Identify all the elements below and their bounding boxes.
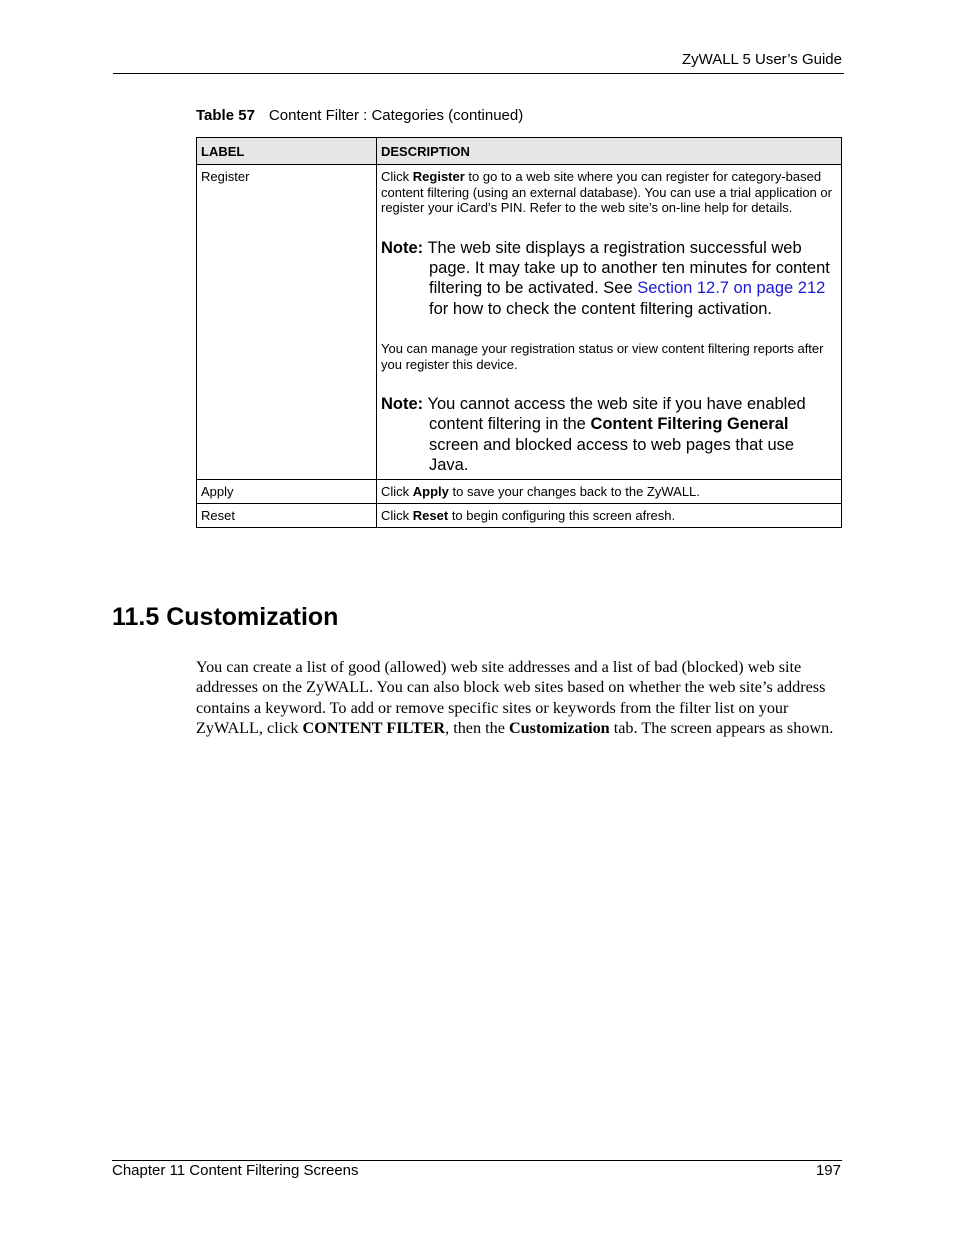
note-registration — [381, 238, 837, 319]
text-bold: Customization — [508, 718, 610, 737]
text-run: to begin configuring this screen afresh. — [448, 508, 676, 524]
table-row-apply — [197, 480, 842, 504]
table-caption-text: Content Filter : Categories (continued) — [268, 107, 524, 124]
row-label-reset: Reset — [197, 504, 377, 528]
section-body — [196, 657, 846, 738]
register-manage-text: You can manage your registration status or view content filtering reports after you register this device. — [381, 340, 824, 372]
text-bold: Apply — [412, 484, 449, 500]
text-bold: CONTENT FILTER — [302, 718, 446, 737]
text-bold: Register — [412, 169, 465, 184]
text-run: You cannot access the web site if you have enabled content filtering in the — [423, 395, 806, 434]
text-run: Click — [381, 508, 413, 524]
text-run: , then the — [445, 718, 509, 737]
register-description — [381, 169, 837, 216]
table-header-row — [197, 138, 842, 165]
page-number: 197 — [815, 1162, 841, 1179]
text-run: Click — [381, 484, 413, 500]
footer-chapter: Chapter 11 Content Filtering Screens — [112, 1162, 359, 1179]
table-row-reset — [197, 504, 842, 528]
row-label-register: Register — [197, 165, 377, 480]
text-run: Click — [381, 169, 413, 184]
section-link[interactable]: Section 12.7 on page 212 — [637, 279, 826, 298]
row-label-apply: Apply — [197, 480, 377, 504]
header-rule — [113, 73, 844, 74]
text-run: The web site displays a registration successful web page. It may take up to another ten minutes for content filtering to be activated. See — [423, 238, 830, 298]
text-run: to save your changes back to the ZyWALL. — [448, 484, 700, 500]
text-bold: Content Filtering General — [590, 415, 789, 434]
running-header: ZyWALL 5 User’s Guide — [681, 51, 842, 68]
text-run: to go to a web site where you can register for category-based content filtering (using an external database). You can use a trial application or register your iCard’s PIN. Refer to the web site’s on-line help for details. — [381, 169, 832, 216]
text-run: You can create a list of good (allowed) web site addresses and a list of bad (blocked) web site addresses on the ZyWALL. You can also block web sites based on whether the web site’s address contains a keyword. To add or remove specific sites or keywords from the filter list on your ZyWALL, click — [196, 658, 826, 737]
table-row-register — [197, 165, 842, 480]
note-label: Note: — [381, 238, 424, 257]
note-label: Note: — [381, 395, 424, 414]
text-run: for how to check the content filtering activation. — [429, 299, 773, 318]
table-caption — [196, 107, 523, 124]
column-header-label: LABEL — [197, 138, 377, 165]
footer-rule — [112, 1160, 842, 1161]
column-header-description: DESCRIPTION — [377, 138, 842, 165]
text-bold: Reset — [412, 508, 449, 524]
text-run: screen and blocked access to web pages that use Java. — [429, 435, 795, 475]
text-run: tab. The screen appears as shown. — [609, 718, 834, 737]
row-desc-register — [377, 165, 842, 480]
note-java — [381, 394, 837, 475]
content-filter-table — [196, 137, 842, 528]
section-heading: 11.5 Customization — [112, 603, 339, 631]
table-caption-label: Table 57 — [196, 107, 255, 124]
row-desc-apply — [377, 480, 842, 504]
row-desc-reset — [377, 504, 842, 528]
